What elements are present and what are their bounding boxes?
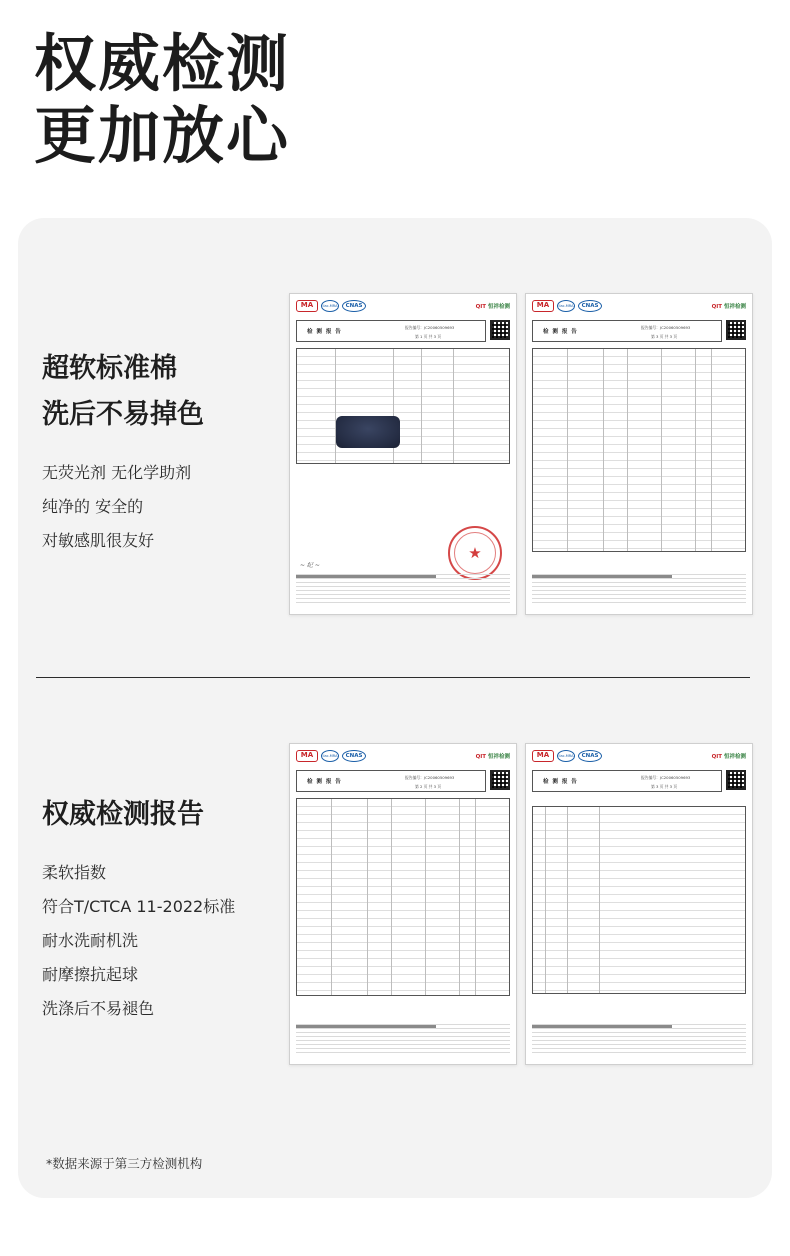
report-footer-text	[532, 574, 746, 604]
cnas-logo: CNAS	[578, 300, 602, 312]
ilac-logo: ilac-MRA	[321, 300, 339, 312]
report-table	[296, 798, 510, 996]
sample-photo	[336, 416, 400, 448]
report-table	[532, 806, 746, 994]
report-table	[532, 348, 746, 552]
cnas-logo: CNAS	[578, 750, 602, 762]
section1-feature: 纯净的 安全的	[42, 497, 144, 516]
qit-logo: QIT 恒祥检测	[475, 304, 510, 310]
hero-line-2: 更加放心	[34, 99, 291, 172]
report-title: 检 测 报 告	[307, 329, 342, 335]
footnote: *数据来源于第三方检测机构	[46, 1156, 203, 1171]
ilac-logo: ilac-MRA	[557, 750, 575, 762]
ma-logo: MA	[532, 300, 554, 312]
signature: ~ 纪 ~	[300, 562, 320, 569]
section2-feature: 符合T/CTCA 11-2022标准	[42, 897, 236, 916]
report-page: 第 1 页 共 3 页	[415, 334, 442, 339]
cnas-logo: CNAS	[342, 750, 366, 762]
qit-logo: QIT 恒祥检测	[711, 304, 746, 310]
qit-logo: QIT 恒祥检测	[475, 754, 510, 760]
report-logos	[296, 300, 510, 314]
report-table	[296, 348, 510, 464]
report-title-box	[296, 770, 486, 792]
report-footer-text	[296, 1024, 510, 1054]
section1-feature: 无荧光剂 无化学助剂	[42, 463, 192, 482]
hero-headline	[34, 28, 290, 172]
section2-feature: 洗涤后不易褪色	[42, 999, 155, 1018]
qit-logo: QIT 恒祥检测	[711, 754, 746, 760]
qr-code	[490, 320, 510, 340]
ilac-logo: ilac-MRA	[557, 300, 575, 312]
test-report-page-3	[525, 293, 753, 615]
report-page: 第 2 页 共 3 页	[415, 784, 442, 789]
section2-feature: 耐摩擦抗起球	[42, 965, 139, 984]
report-page: 第 3 页 共 3 页	[651, 334, 678, 339]
section2-title: 权威检测报告	[42, 799, 204, 830]
report-title: 检 测 报 告	[543, 779, 578, 785]
test-report-page-1	[289, 293, 517, 615]
test-report-page-2	[289, 743, 517, 1065]
inspection-seal: ★	[448, 526, 502, 580]
report-title-box	[296, 320, 486, 342]
report-title: 检 测 报 告	[543, 329, 578, 335]
report-title: 检 测 报 告	[307, 779, 342, 785]
qr-code	[490, 770, 510, 790]
ma-logo: MA	[296, 300, 318, 312]
report-footer-text	[532, 1024, 746, 1054]
report-number: 报告编号：JC20060509693	[641, 775, 691, 780]
ilac-logo: ilac-MRA	[321, 750, 339, 762]
qr-code	[726, 770, 746, 790]
section2-feature: 柔软指数	[42, 863, 107, 882]
section2-feature: 耐水洗耐机洗	[42, 931, 139, 950]
qr-code	[726, 320, 746, 340]
report-number: 报告编号：JC20060509693	[405, 775, 455, 780]
test-report-page-3b	[525, 743, 753, 1065]
report-footer-text	[296, 574, 510, 604]
report-logos	[532, 300, 746, 314]
hero-line-1: 权威检测	[34, 27, 291, 100]
section1-title-line2: 洗后不易掉色	[42, 399, 204, 430]
report-logos	[296, 750, 510, 764]
section-divider	[36, 677, 750, 678]
report-title-box	[532, 770, 722, 792]
report-number: 报告编号：JC20060509693	[641, 325, 691, 330]
section1-feature: 对敏感肌很友好	[42, 531, 155, 550]
report-logos	[532, 750, 746, 764]
cnas-logo: CNAS	[342, 300, 366, 312]
report-title-box	[532, 320, 722, 342]
section1-title-line1: 超软标准棉	[42, 353, 177, 384]
report-number: 报告编号：JC20060509693	[405, 325, 455, 330]
ma-logo: MA	[296, 750, 318, 762]
report-page: 第 3 页 共 3 页	[651, 784, 678, 789]
ma-logo: MA	[532, 750, 554, 762]
